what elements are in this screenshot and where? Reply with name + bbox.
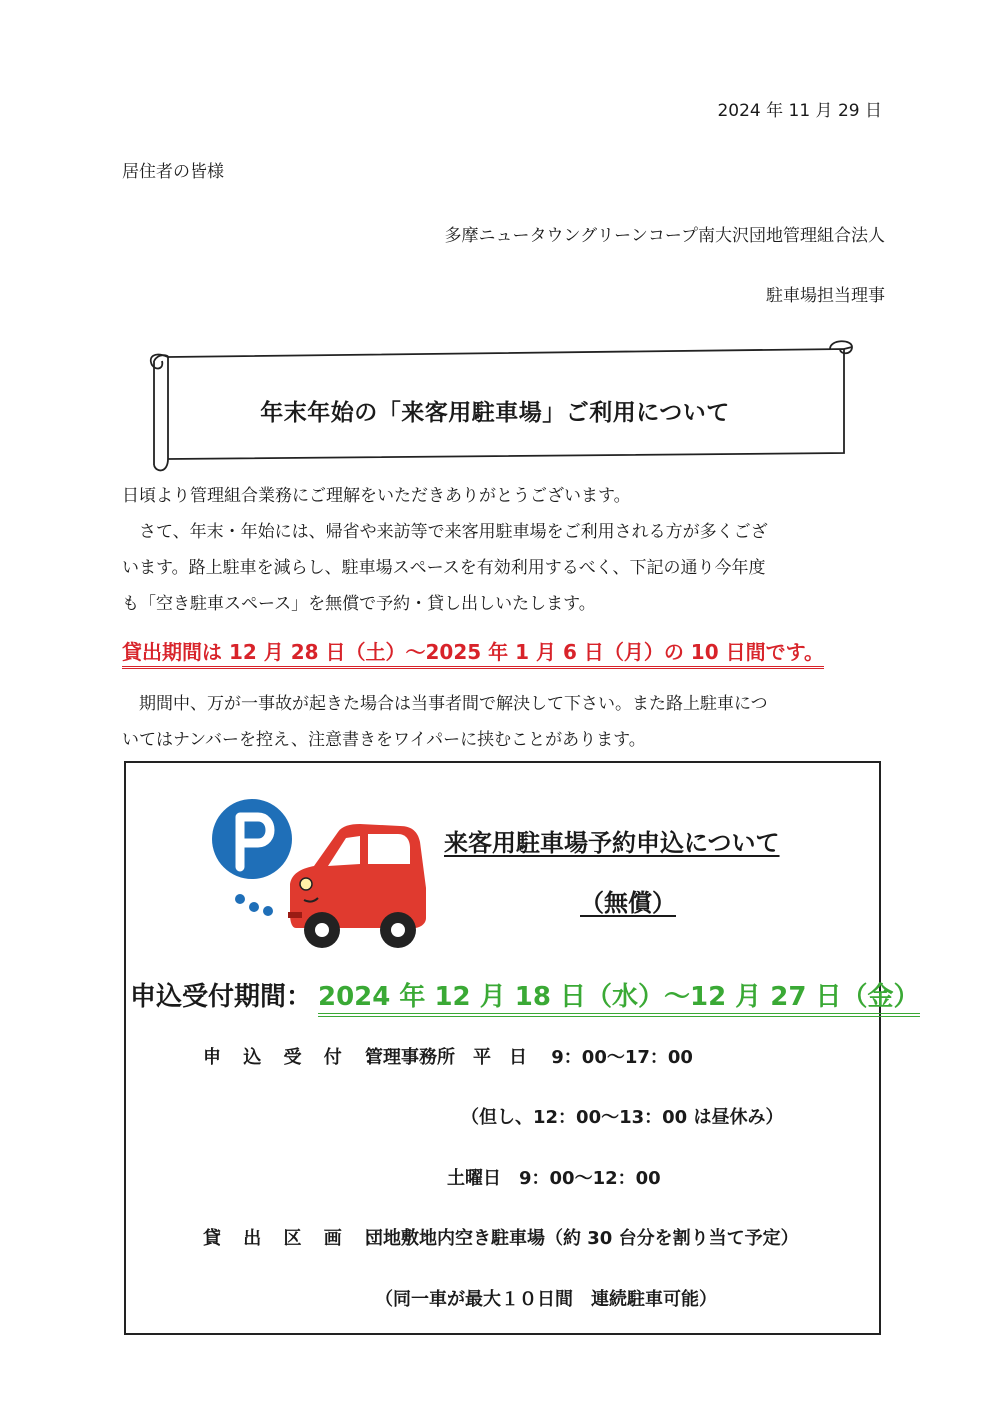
reception-label: 申 込 受 付 ： — [203, 1047, 391, 1068]
application-period-label: 申込受付期間： — [130, 982, 313, 1012]
lending-period: 貸出期間は 12 月 28 日（土）～2025 年 1 月 6 日（月）の 10 日間です。 — [122, 636, 824, 669]
red-car-icon — [280, 818, 430, 958]
organization-name: 多摩ニュータウングリーンコープ南大沢団地管理組合法人 — [444, 226, 885, 246]
intro-paragraph — [122, 478, 897, 622]
reception-lunch-note: （但し、12：00～13：00 は昼休み） — [461, 1107, 784, 1128]
document-date: 2024 年 11 月 29 日 — [717, 101, 882, 121]
intro-line-2: さて、年末・年始には、帰省や来訪等で来客用駐車場をご利用される方が多くござ — [139, 522, 768, 542]
reception-weekday: 管理事務所 平 日 9：00～17：00 — [365, 1047, 693, 1068]
officer-title: 駐車場担当理事 — [766, 286, 885, 306]
document-title: 年末年始の「来客用駐車場」ご利用について — [260, 400, 730, 426]
notice-line-2: いてはナンバーを控え、注意書きをワイパーに挟むことがあります。 — [122, 730, 646, 750]
lot-label: 貸 出 区 画 ： — [203, 1228, 391, 1249]
notice-paragraph — [122, 686, 897, 758]
intro-line-3: います。路上駐車を減らし、駐車場スペースを有効利用するべく、下記の通り今年度 — [122, 558, 766, 578]
lot-value: 団地敷地内空き駐車場（約 30 台分を割り当て予定） — [365, 1228, 799, 1249]
intro-line-4: も「空き駐車スペース」を無償で予約・貸し出しいたします。 — [122, 594, 596, 614]
addressee: 居住者の皆様 — [122, 162, 224, 182]
lot-note: （同一車が最大１０日間 連続駐車可能） — [375, 1289, 717, 1310]
intro-line-1: 日頃より管理組合業務にご理解をいただきありがとうございます。 — [122, 486, 631, 506]
notice-line-1: 期間中、万が一事故が起きた場合は当事者間で解決して下さい。また路上駐車につ — [139, 694, 768, 714]
reception-saturday: 土曜日 9：00～12：00 — [447, 1168, 661, 1189]
application-period-value: 2024 年 12 月 18 日（水）～12 月 27 日（金） — [318, 976, 920, 1017]
box-subtitle: （無償） — [580, 889, 676, 917]
box-title: 来客用駐車場予約申込について — [444, 829, 780, 857]
